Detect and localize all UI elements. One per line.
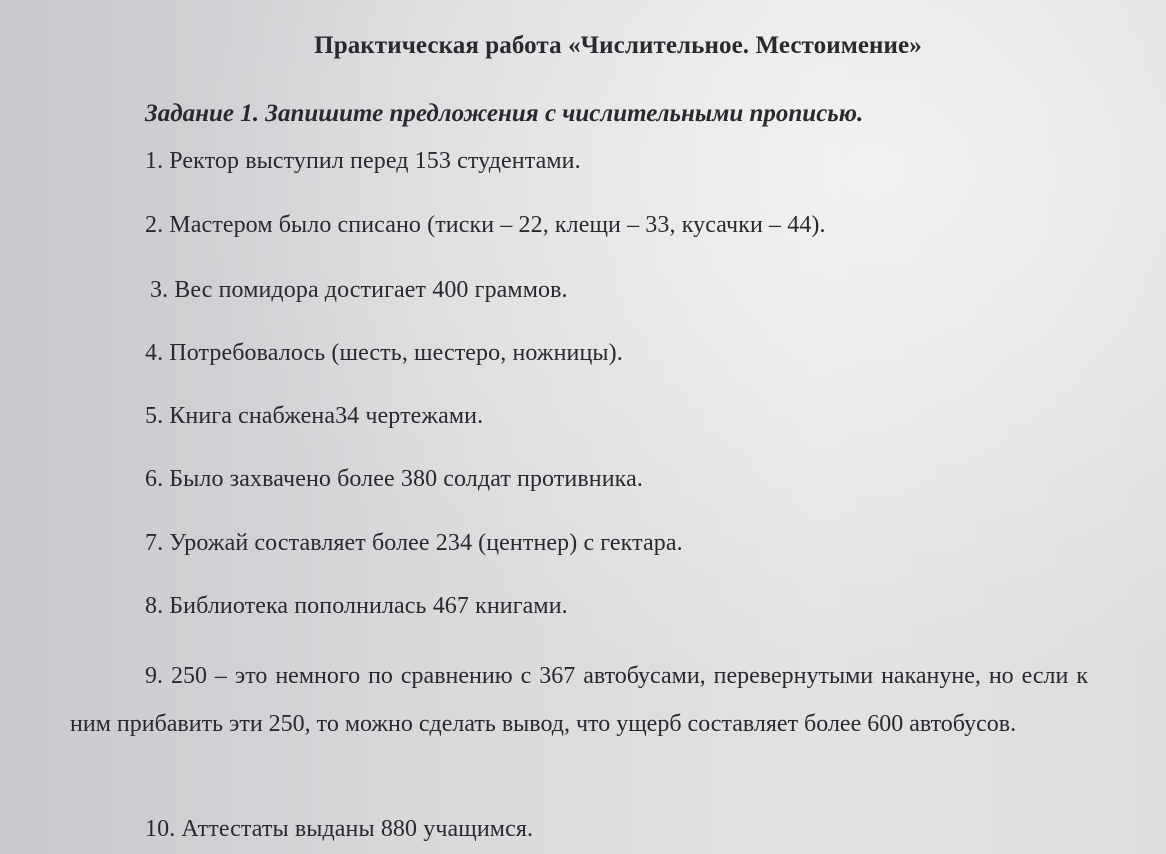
- task-heading: Задание 1. Запишите предложения с числительными прописью.: [145, 100, 864, 127]
- list-item: 5. Книга снабжена34 чертежами.: [145, 403, 484, 429]
- list-item: 9. 250 – это немного по сравнению с 367 автобусами, перевернутыми накануне, но если к ним прибавить эти 250, то можно сделать вывод, что ущерб составляет более 600 автобусов.: [70, 663, 1088, 737]
- list-item: 1. Ректор выступил перед 153 студентами.: [145, 148, 581, 174]
- page-title: Практическая работа «Числительное. Местоимение»: [314, 32, 922, 59]
- list-item: 8. Библиотека пополнилась 467 книгами.: [145, 593, 568, 619]
- list-item: 10. Аттестаты выданы 880 учащимся.: [145, 816, 534, 842]
- list-item: 3. Вес помидора достигает 400 граммов.: [150, 277, 568, 303]
- list-item: 6. Было захвачено более 380 солдат противника.: [145, 466, 643, 492]
- list-item: 4. Потребовалось (шесть, шестеро, ножницы).: [145, 340, 623, 366]
- list-item: 7. Урожай составляет более 234 (центнер) с гектара.: [145, 530, 683, 556]
- list-item: 2. Мастером было списано (тиски – 22, клещи – 33, кусачки – 44).: [145, 212, 826, 238]
